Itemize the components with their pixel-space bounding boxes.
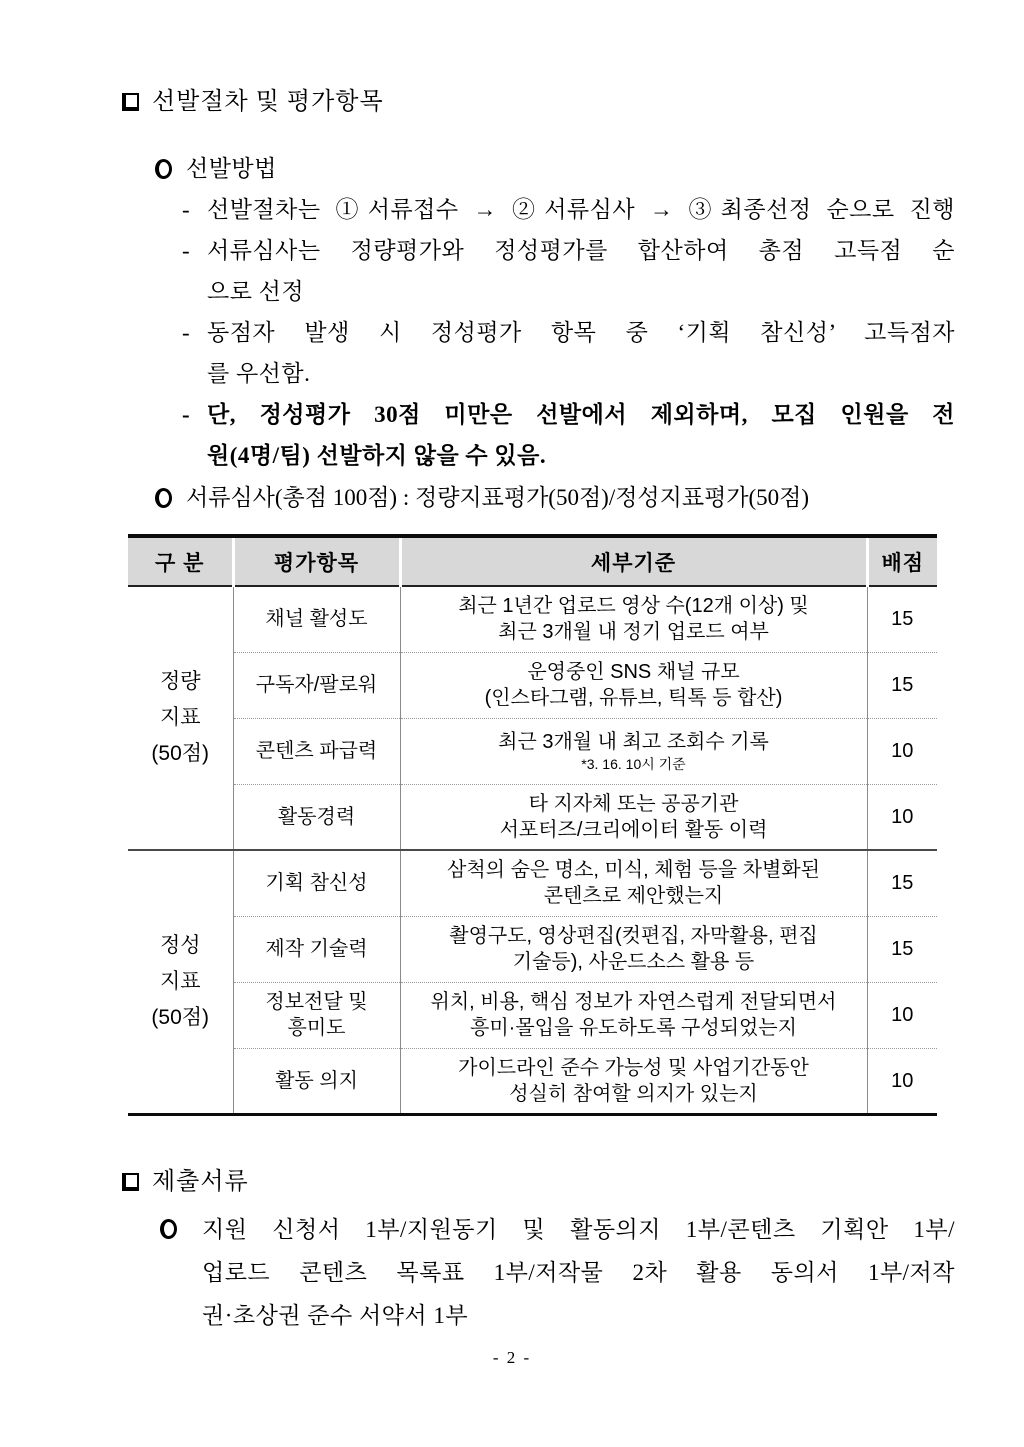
page-number: - 2 - xyxy=(492,1348,532,1367)
evaluation-table xyxy=(128,534,937,1116)
criteria-note: *3. 16. 10시 기준 xyxy=(581,755,686,772)
table-row xyxy=(128,784,937,850)
review-title-text: 서류심사(총점 100점) : 정량지표평가(50점)/정성지표평가(50점) xyxy=(186,485,810,510)
column-header: 구 분 xyxy=(128,536,233,586)
table-cell-criteria xyxy=(400,586,867,652)
criteria-line: 흥미·몰입을 유도하도록 구성되었는지 xyxy=(470,1017,797,1039)
list-item xyxy=(180,189,955,230)
table-cell-score: 15 xyxy=(867,850,937,916)
table-cell-score: 15 xyxy=(867,916,937,982)
table-cell-score: 10 xyxy=(867,1048,937,1114)
column-header: 세부기준 xyxy=(400,536,867,586)
table-cell-criteria xyxy=(400,916,867,982)
subsection-review-title xyxy=(155,477,955,518)
table-row xyxy=(128,982,937,1048)
dash-bullet-icon: - xyxy=(182,238,191,263)
criteria-line: 서포터즈/크리에이터 활동 이력 xyxy=(499,818,768,841)
criteria-line: 성실히 참여할 의지가 있는지 xyxy=(509,1082,758,1105)
criteria-line: 삼척의 숨은 명소, 미식, 체험 등을 차별화된 xyxy=(447,859,820,882)
item-line: 흥미도 xyxy=(287,1017,346,1039)
table-header-row xyxy=(128,536,937,586)
column-header: 배점 xyxy=(867,536,937,586)
text-line: 선발절차는 ①서류접수 → ②서류심사 → ③최종선정 순으로 진행 xyxy=(207,197,955,222)
list-item xyxy=(180,230,955,312)
criteria-line: 기술등), 사운드소스 활용 등 xyxy=(512,951,755,973)
item-line: 구독자/팔로워 xyxy=(255,674,378,696)
text-line: 권·초상권 준수 서약서 1부 xyxy=(202,1302,469,1328)
item-line: 활동경력 xyxy=(277,805,356,828)
table-cell-criteria xyxy=(400,652,867,718)
item-line: 콘텐츠 파급력 xyxy=(255,740,378,762)
item-line: 채널 활성도 xyxy=(265,608,368,631)
subsection-title-text: 선발방법 xyxy=(186,156,277,181)
criteria-line: 타 지자체 또는 공공기관 xyxy=(528,792,739,815)
square-bullet-icon xyxy=(122,1173,139,1191)
criteria-line: 운영중인 SNS 채널 규모 xyxy=(527,661,740,683)
text-line: 서류심사는 정량평가와 정성평가를 합산하여 총점 고득점 순 xyxy=(207,238,955,263)
criteria-line: 촬영구도, 영상편집(컷편집, 자막활용, 편집 xyxy=(449,925,818,947)
square-bullet-icon xyxy=(122,93,139,111)
dash-bullet-icon: - xyxy=(182,402,191,427)
criteria-line: 콘텐츠로 제안했는지 xyxy=(543,885,724,908)
criteria-line: 가이드라인 준수 가능성 및 사업기간동안 xyxy=(458,1056,809,1079)
table-body xyxy=(128,586,937,1114)
table-cell-item xyxy=(233,1048,400,1114)
table-cell-score: 10 xyxy=(867,784,937,850)
table-row xyxy=(128,652,937,718)
method-item-list xyxy=(122,189,955,476)
table-cell-category xyxy=(128,586,233,850)
table-cell-item xyxy=(233,652,400,718)
table-cell-item xyxy=(233,850,400,916)
list-item xyxy=(180,394,955,476)
item-line: 정보전달 및 xyxy=(265,991,368,1013)
document-item-list xyxy=(122,1208,955,1337)
table-cell-item xyxy=(233,916,400,982)
column-header: 평가항목 xyxy=(233,536,400,586)
circle-bullet-icon xyxy=(160,1219,177,1239)
dash-bullet-icon: - xyxy=(182,197,191,222)
criteria-line: 최근 3개월 내 정기 업로드 여부 xyxy=(498,621,769,644)
table-cell-score: 15 xyxy=(867,652,937,718)
table-cell-criteria xyxy=(400,718,867,784)
category-line: 지표 xyxy=(159,969,201,993)
text-line: 동점자 발생 시 정성평가 항목 중 ‘기획 참신성’ 고득점자 xyxy=(207,320,955,345)
list-item xyxy=(158,1208,955,1337)
section-title-text: 선발절차 및 평가항목 xyxy=(152,89,384,115)
criteria-line: (인스타그램, 유튜브, 틱톡 등 합산) xyxy=(484,687,783,709)
table-cell-item xyxy=(233,784,400,850)
circle-bullet-icon xyxy=(155,488,172,508)
table-cell-category xyxy=(128,850,233,1114)
circle-bullet-icon xyxy=(155,159,172,179)
category-line: 지표 xyxy=(159,706,201,729)
table-row xyxy=(128,718,937,784)
dash-bullet-icon: - xyxy=(182,320,191,345)
table-cell-criteria xyxy=(400,1048,867,1114)
table-row xyxy=(128,586,937,652)
item-line: 제작 기술력 xyxy=(265,938,368,960)
criteria-line: 최근 3개월 내 최고 조회수 기록 xyxy=(498,730,769,753)
subsection-method-title xyxy=(155,148,955,189)
table-cell-score: 10 xyxy=(867,718,937,784)
criteria-line: 위치, 비용, 핵심 정보가 자연스럽게 전달되면서 xyxy=(430,991,837,1013)
table-cell-item xyxy=(233,718,400,784)
table-cell-item xyxy=(233,982,400,1048)
table-cell-criteria xyxy=(400,784,867,850)
table-row xyxy=(128,1048,937,1114)
table-row xyxy=(128,850,937,916)
section-title-text: 제출서류 xyxy=(152,1168,249,1195)
text-line: 업로드 콘텐츠 목록표 1부/저작물 2차 활용 동의서 1부/저작 xyxy=(202,1259,955,1285)
table-cell-score: 15 xyxy=(867,586,937,652)
item-line: 활동 의지 xyxy=(275,1069,358,1092)
section-title-selection xyxy=(122,86,955,118)
text-line: 으로 선정 xyxy=(207,279,305,304)
text-line: 지원 신청서 1부/지원동기 및 활동의지 1부/콘텐츠 기획안 1부/ xyxy=(202,1216,955,1242)
category-line: 정성 xyxy=(159,933,201,957)
text-line: 원(4명/팀) 선발하지 않을 수 있음. xyxy=(207,443,547,468)
section-title-documents xyxy=(122,1166,955,1198)
list-item xyxy=(180,312,955,394)
table-cell-criteria xyxy=(400,850,867,916)
text-line: 단, 정성평가 30점 미만은 선발에서 제외하며, 모집 인원을 전 xyxy=(207,402,955,427)
text-line: 를 우선함. xyxy=(207,361,311,386)
table-cell-score: 10 xyxy=(867,982,937,1048)
criteria-line: 최근 1년간 업로드 영상 수(12개 이상) 및 xyxy=(458,595,809,618)
table-cell-criteria xyxy=(400,982,867,1048)
category-line: (50점) xyxy=(151,742,210,765)
category-line: (50점) xyxy=(151,1005,210,1029)
category-line: 정량 xyxy=(159,670,201,693)
table-cell-item xyxy=(233,586,400,652)
table-row xyxy=(128,916,937,982)
item-line: 기획 참신성 xyxy=(265,872,368,895)
